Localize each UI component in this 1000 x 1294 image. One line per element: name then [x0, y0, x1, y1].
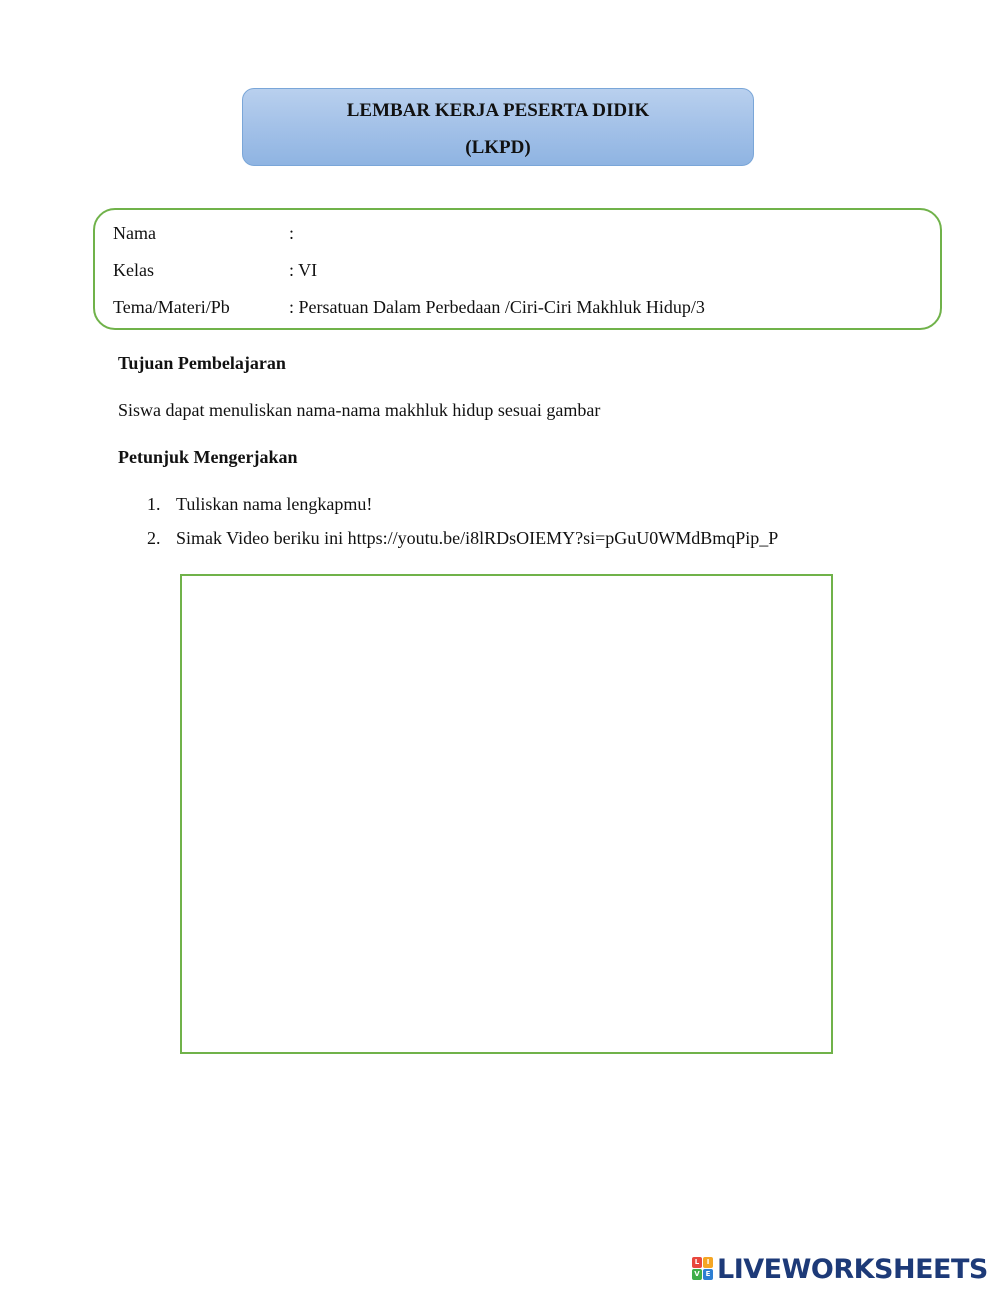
instructions-heading: Petunjuk Mengerjakan [118, 447, 298, 467]
objectives-heading: Tujuan Pembelajaran [118, 353, 286, 373]
instruction-text: Tuliskan nama lengkapmu! [176, 494, 373, 514]
worksheet-title-banner [242, 88, 754, 166]
logo-tile-i: I [703, 1257, 713, 1268]
worksheet-title: LEMBAR KERJA PESERTA DIDIK [346, 100, 650, 121]
liveworksheets-logo-icon [692, 1257, 714, 1281]
worksheet-subtitle: (LKPD) [465, 137, 531, 158]
logo-tile-e: E [703, 1269, 713, 1280]
info-value-kelas: : VI [289, 260, 318, 280]
info-value-tema: : Persatuan Dalam Perbedaan /Ciri-Ciri Makhluk Hidup/3 [289, 297, 705, 317]
info-label-tema: Tema/Materi/Pb [113, 297, 230, 317]
objectives-text: Siswa dapat menuliskan nama-nama makhluk hidup sesuai gambar [118, 400, 601, 420]
brand-name: LIVEWORKSHEETS [717, 1253, 988, 1285]
info-label-nama: Nama [113, 223, 156, 243]
answer-area-box[interactable] [180, 574, 833, 1054]
instruction-text-video-link[interactable]: Simak Video beriku ini https://youtu.be/i8lRDsOIEMY?si=pGuU0WMdBmqPip_P [176, 528, 779, 548]
instruction-number: 2. [147, 528, 161, 548]
info-label-kelas: Kelas [113, 260, 154, 280]
info-value-nama[interactable]: : [289, 223, 295, 243]
logo-tile-l: L [692, 1257, 702, 1268]
student-info-box [93, 208, 942, 330]
liveworksheets-brand [692, 1255, 988, 1283]
logo-tile-v: V [692, 1269, 702, 1280]
instruction-number: 1. [147, 494, 161, 514]
